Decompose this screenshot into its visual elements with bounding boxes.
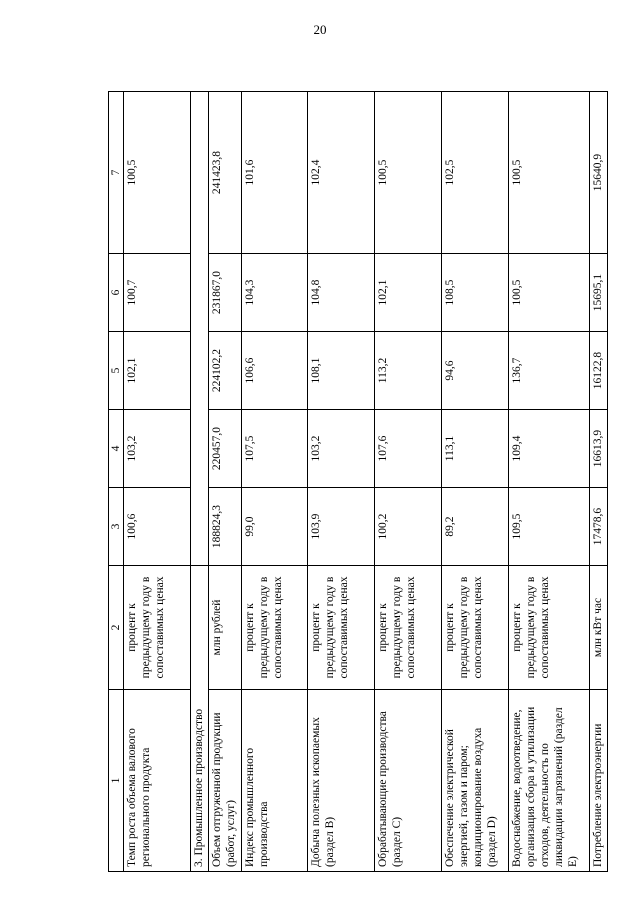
row-unit: процент к предыдущему году в сопоставимых ценах: [124, 566, 191, 690]
value-cell: 100,5: [375, 92, 442, 254]
value-cell: 107,5: [241, 410, 308, 488]
value-cell: 100,5: [508, 254, 589, 332]
row-label: Водоснабжение, водоотведение, организация сбора и утилизации отходов, деятельность по ликвидации загрязнений (раздел E): [508, 690, 589, 872]
row-unit: процент к предыдущему году в сопоставимых ценах: [508, 566, 589, 690]
row-label: Обрабатывающие производства (раздел C): [375, 690, 442, 872]
value-cell: 103,2: [308, 410, 375, 488]
value-cell: 109,5: [508, 488, 589, 566]
value-cell: 103,9: [308, 488, 375, 566]
row-label: Обеспечение электрической энергией, газом и паром; кондиционирование воздуха (раздел D): [441, 690, 508, 872]
table-row: [124, 92, 191, 872]
row-label: Добыча полезных ископаемых (раздел B): [308, 690, 375, 872]
value-cell: 231867,0: [209, 254, 241, 332]
value-cell: 101,6: [241, 92, 308, 254]
row-unit: млн кВт час: [589, 566, 607, 690]
table-row: [209, 92, 241, 872]
value-cell: 104,3: [241, 254, 308, 332]
header-cell-5: 5: [109, 332, 124, 410]
table-row: [308, 92, 375, 872]
table-row: [508, 92, 589, 872]
value-cell: 106,6: [241, 332, 308, 410]
value-cell: 104,8: [308, 254, 375, 332]
row-unit: процент к предыдущему году в сопоставимых ценах: [375, 566, 442, 690]
value-cell: 16122,8: [589, 332, 607, 410]
value-cell: 100,2: [375, 488, 442, 566]
value-cell: 100,5: [124, 92, 191, 254]
value-cell: 113,2: [375, 332, 442, 410]
row-label: Потребление электроэнергии: [589, 690, 607, 872]
value-cell: 102,5: [441, 92, 508, 254]
value-cell: 113,1: [441, 410, 508, 488]
header-row: [109, 92, 124, 872]
value-cell: 188824,3: [209, 488, 241, 566]
value-cell: 224102,2: [209, 332, 241, 410]
value-cell: 108,5: [441, 254, 508, 332]
row-unit: процент к предыдущему году в сопоставимых ценах: [441, 566, 508, 690]
value-cell: 103,2: [124, 410, 191, 488]
value-cell: 107,6: [375, 410, 442, 488]
value-cell: 16613,9: [589, 410, 607, 488]
row-label: Темп роста объема валового регионального продукта: [124, 690, 191, 872]
table-row: [375, 92, 442, 872]
value-cell: 100,6: [124, 488, 191, 566]
table-row: [241, 92, 308, 872]
section-empty-cell: [190, 92, 208, 566]
value-cell: 220457,0: [209, 410, 241, 488]
header-cell-3: 3: [109, 488, 124, 566]
value-cell: 102,1: [375, 254, 442, 332]
section-heading-row: [190, 92, 208, 872]
table-row: [441, 92, 508, 872]
value-cell: 99,0: [241, 488, 308, 566]
value-cell: 15695,1: [589, 254, 607, 332]
header-cell-4: 4: [109, 410, 124, 488]
value-cell: 15640,9: [589, 92, 607, 254]
value-cell: 241423,8: [209, 92, 241, 254]
header-cell-1: 1: [109, 690, 124, 872]
row-unit: процент к предыдущему году в сопоставимых ценах: [308, 566, 375, 690]
value-cell: 100,7: [124, 254, 191, 332]
value-cell: 89,2: [441, 488, 508, 566]
page-number: 20: [313, 22, 327, 37]
value-cell: 102,4: [308, 92, 375, 254]
row-label: Объем отгруженной продукции (работ, услуг): [209, 690, 241, 872]
rotated-table-container: [108, 92, 608, 872]
header-cell-2: 2: [109, 566, 124, 690]
table-row: [589, 92, 607, 872]
row-label: Индекс промышленного производства: [241, 690, 308, 872]
section-heading: 3. Промышленное производство: [190, 566, 208, 872]
header-cell-6: 6: [109, 254, 124, 332]
row-unit: млн рублей: [209, 566, 241, 690]
value-cell: 100,5: [508, 92, 589, 254]
value-cell: 108,1: [308, 332, 375, 410]
value-cell: 17478,6: [589, 488, 607, 566]
indicators-table: [108, 91, 608, 872]
header-cell-7: 7: [109, 92, 124, 254]
value-cell: 109,4: [508, 410, 589, 488]
value-cell: 102,1: [124, 332, 191, 410]
value-cell: 94,6: [441, 332, 508, 410]
value-cell: 136,7: [508, 332, 589, 410]
row-unit: процент к предыдущему году в сопоставимых ценах: [241, 566, 308, 690]
